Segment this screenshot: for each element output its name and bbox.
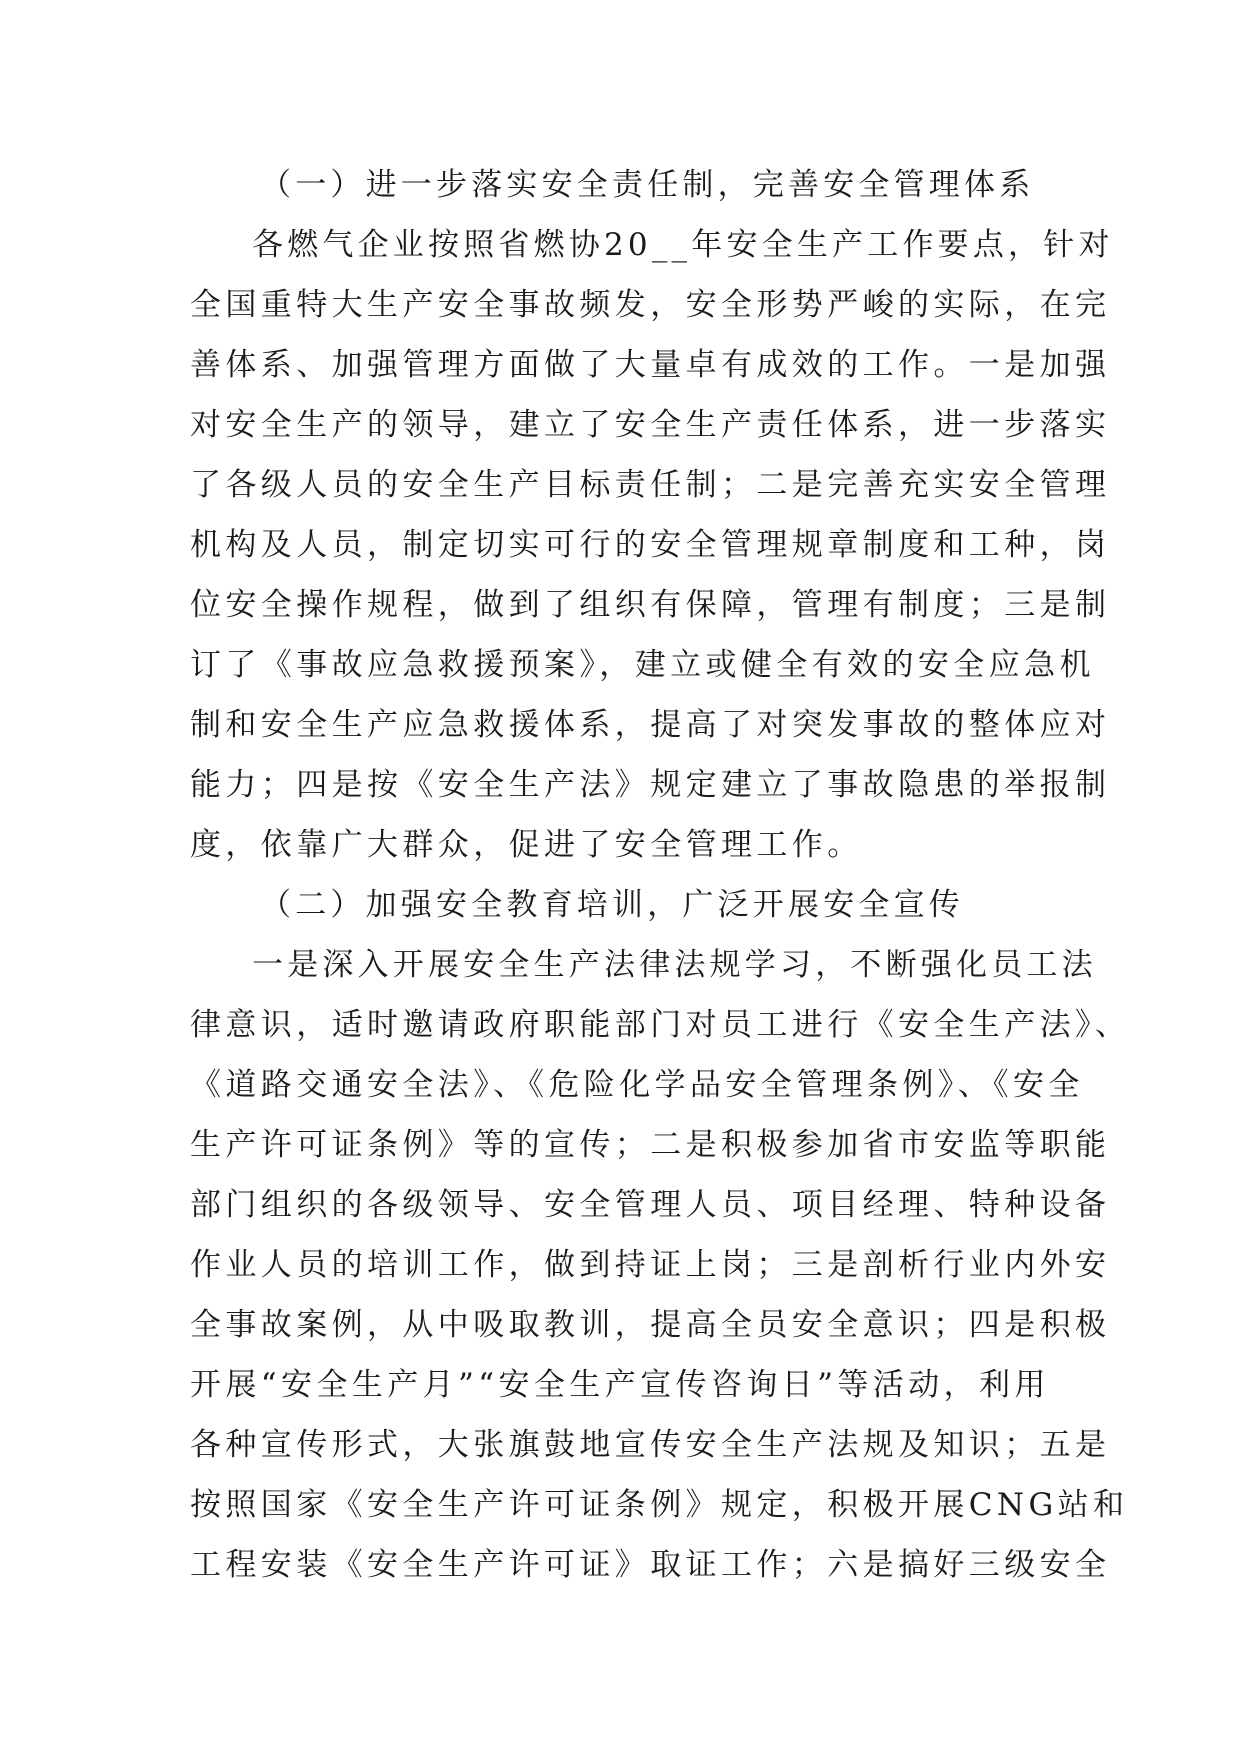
paragraph-line: 机构及人员，制定切实可行的安全管理规章制度和工种，岗 xyxy=(190,527,1111,563)
paragraph-line: 按照国家《安全生产许可证条例》规定，积极开展CNG站和 xyxy=(190,1487,1129,1523)
paragraph-line: 位安全操作规程，做到了组织有保障，管理有制度；三是制 xyxy=(190,587,1111,623)
paragraph-line: 作业人员的培训工作，做到持证上岗；三是剖析行业内外安 xyxy=(190,1247,1111,1283)
paragraph-line: 对安全生产的领导，建立了安全生产责任体系，进一步落实 xyxy=(190,407,1111,443)
paragraph-line: 生产许可证条例》等的宣传；二是积极参加省市安监等职能 xyxy=(190,1127,1111,1163)
paragraph-line: 《道路交通安全法》、《危险化学品安全管理条例》、《安全 xyxy=(190,1067,1084,1103)
paragraph-line: 全事故案例，从中吸取教训，提高全员安全意识；四是积极 xyxy=(190,1307,1111,1343)
paragraph-line: 开展“安全生产月”“安全生产宣传咨询日”等活动，利用 xyxy=(190,1367,1050,1403)
paragraph-line: 能力；四是按《安全生产法》规定建立了事故隐患的举报制 xyxy=(190,767,1111,803)
paragraph-line: 工程安装《安全生产许可证》取证工作；六是搞好三级安全 xyxy=(190,1547,1111,1583)
paragraph-line: 了各级人员的安全生产目标责任制；二是完善充实安全管理 xyxy=(190,467,1111,503)
paragraph-line: 各燃气企业按照省燃协20__年安全生产工作要点，针对 xyxy=(252,227,1114,263)
paragraph-line: 订了《事故应急救援预案》，建立或健全有效的安全应急机 xyxy=(190,647,1095,683)
paragraph-line: 善体系、加强管理方面做了大量卓有成效的工作。一是加强 xyxy=(190,347,1111,383)
document-body xyxy=(190,155,1131,1595)
paragraph-line: 制和安全生产应急救援体系，提高了对突发事故的整体应对 xyxy=(190,707,1111,743)
paragraph-line: 各种宣传形式，大张旗鼓地宣传安全生产法规及知识；五是 xyxy=(190,1427,1111,1463)
paragraph-line: 一是深入开展安全生产法律法规学习，不断强化员工法 xyxy=(252,947,1097,983)
paragraph-line: 度，依靠广大群众，促进了安全管理工作。 xyxy=(190,827,863,863)
paragraph-line: 律意识，适时邀请政府职能部门对员工进行《安全生产法》、 xyxy=(190,1007,1131,1043)
section-heading-1: （一）进一步落实安全责任制，完善安全管理体系 xyxy=(260,167,1035,203)
paragraph-line: 全国重特大生产安全事故频发，安全形势严峻的实际，在完 xyxy=(190,287,1111,323)
paragraph-line: 部门组织的各级领导、安全管理人员、项目经理、特种设备 xyxy=(190,1187,1111,1223)
section-heading-2: （二）加强安全教育培训，广泛开展安全宣传 xyxy=(260,887,964,923)
